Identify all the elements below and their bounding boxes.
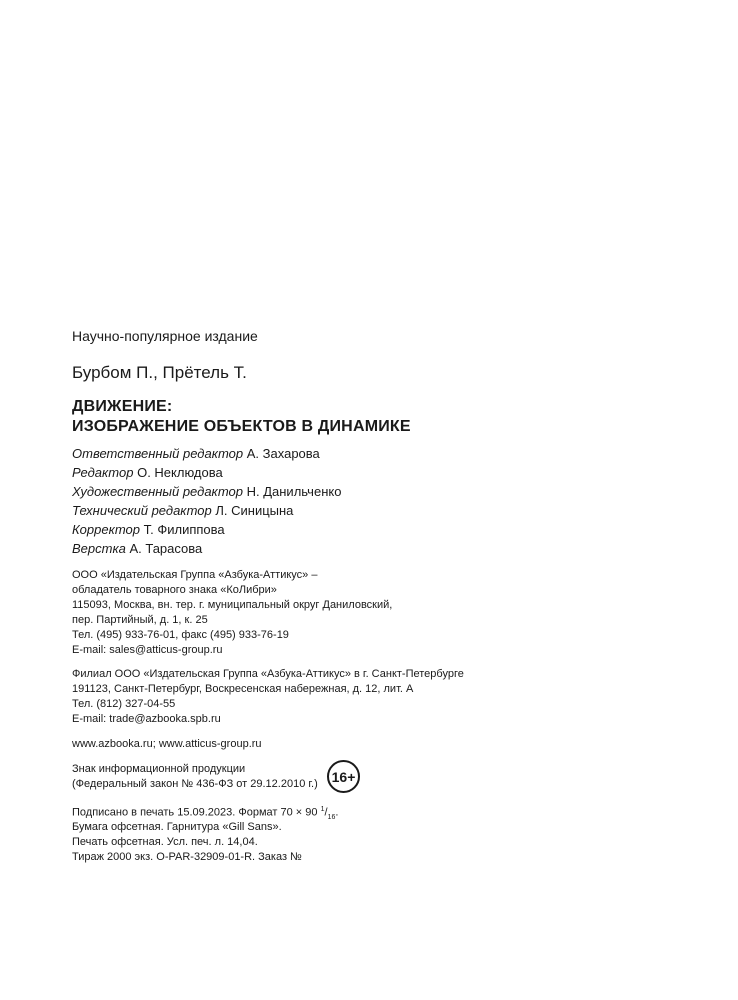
imprint-line: Подписано в печать 15.09.2023. Формат 70 × 90 $^1/_{16}$.	[72, 806, 339, 821]
age-mark-label: Знак информационной продукции	[72, 763, 246, 775]
staff-role: Ответственный редактор	[72, 446, 244, 461]
format-subscript: 16	[327, 813, 336, 821]
format-superscript: 1	[320, 806, 325, 813]
staff-role: Технический редактор	[72, 503, 212, 518]
staff-role: Художественный редактор	[72, 484, 243, 499]
staff-name: Т. Филиппова	[143, 522, 225, 537]
staff-row	[72, 541, 202, 556]
imprint-line: Бумага офсетная. Гарнитура «Gill Sans».	[72, 821, 282, 833]
staff-name: А. Захарова	[246, 446, 320, 461]
staff-role: Верстка	[72, 541, 126, 556]
staff-name: А. Тарасова	[129, 541, 203, 556]
branch-line: Тел. (812) 327-04-55	[72, 698, 176, 710]
book-title-line-1: ДВИЖЕНИЕ:	[72, 398, 173, 415]
staff-row	[72, 522, 225, 537]
publisher-line: 115093, Москва, вн. тер. г. муниципальный округ Даниловский,	[72, 599, 393, 611]
staff-row	[72, 465, 223, 480]
staff-row	[72, 446, 320, 461]
publisher-line: обладатель товарного знака «КоЛибри»	[72, 584, 277, 596]
age-mark-law: (Федеральный закон № 436-ФЗ от 29.12.2010 г.)	[72, 778, 318, 790]
staff-role: Редактор	[72, 465, 134, 480]
staff-name: О. Неклюдова	[137, 465, 223, 480]
staff-role: Корректор	[72, 522, 141, 537]
book-title-line-2: ИЗОБРАЖЕНИЕ ОБЪЕКТОВ В ДИНАМИКЕ	[72, 418, 411, 435]
age-rating-badge: 16+	[327, 760, 360, 793]
staff-name: Л. Синицына	[215, 503, 294, 518]
colophon-page	[72, 0, 692, 1000]
authors: Бурбом П., Прётель Т.	[72, 363, 247, 382]
publisher-line: Тел. (495) 933-76-01, факс (495) 933-76-19	[72, 629, 289, 641]
staff-name: Н. Данильченко	[246, 484, 342, 499]
branch-line: 191123, Санкт-Петербург, Воскресенская набережная, д. 12, лит. А	[72, 683, 414, 695]
imprint-line: Тираж 2000 экз. O-PAR-32909-01-R. Заказ №	[72, 851, 302, 863]
websites: www.azbooka.ru; www.atticus-group.ru	[72, 738, 262, 750]
branch-email: E-mail: trade@azbooka.spb.ru	[72, 713, 221, 725]
publisher-line: пер. Партийный, д. 1, к. 25	[72, 614, 208, 626]
staff-row	[72, 503, 293, 518]
publisher-line: ООО «Издательская Группа «Азбука-Аттикус» –	[72, 569, 318, 581]
publisher-email: E-mail: sales@atticus-group.ru	[72, 644, 223, 656]
branch-line: Филиал ООО «Издательская Группа «Азбука-Аттикус» в г. Санкт-Петербурге	[72, 668, 464, 680]
staff-row	[72, 484, 341, 499]
edition-type: Научно-популярное издание	[72, 328, 258, 344]
imprint-format-text: Подписано в печать 15.09.2023. Формат 70 × 90	[72, 806, 321, 819]
imprint-line: Печать офсетная. Усл. печ. л. 14,04.	[72, 836, 258, 848]
